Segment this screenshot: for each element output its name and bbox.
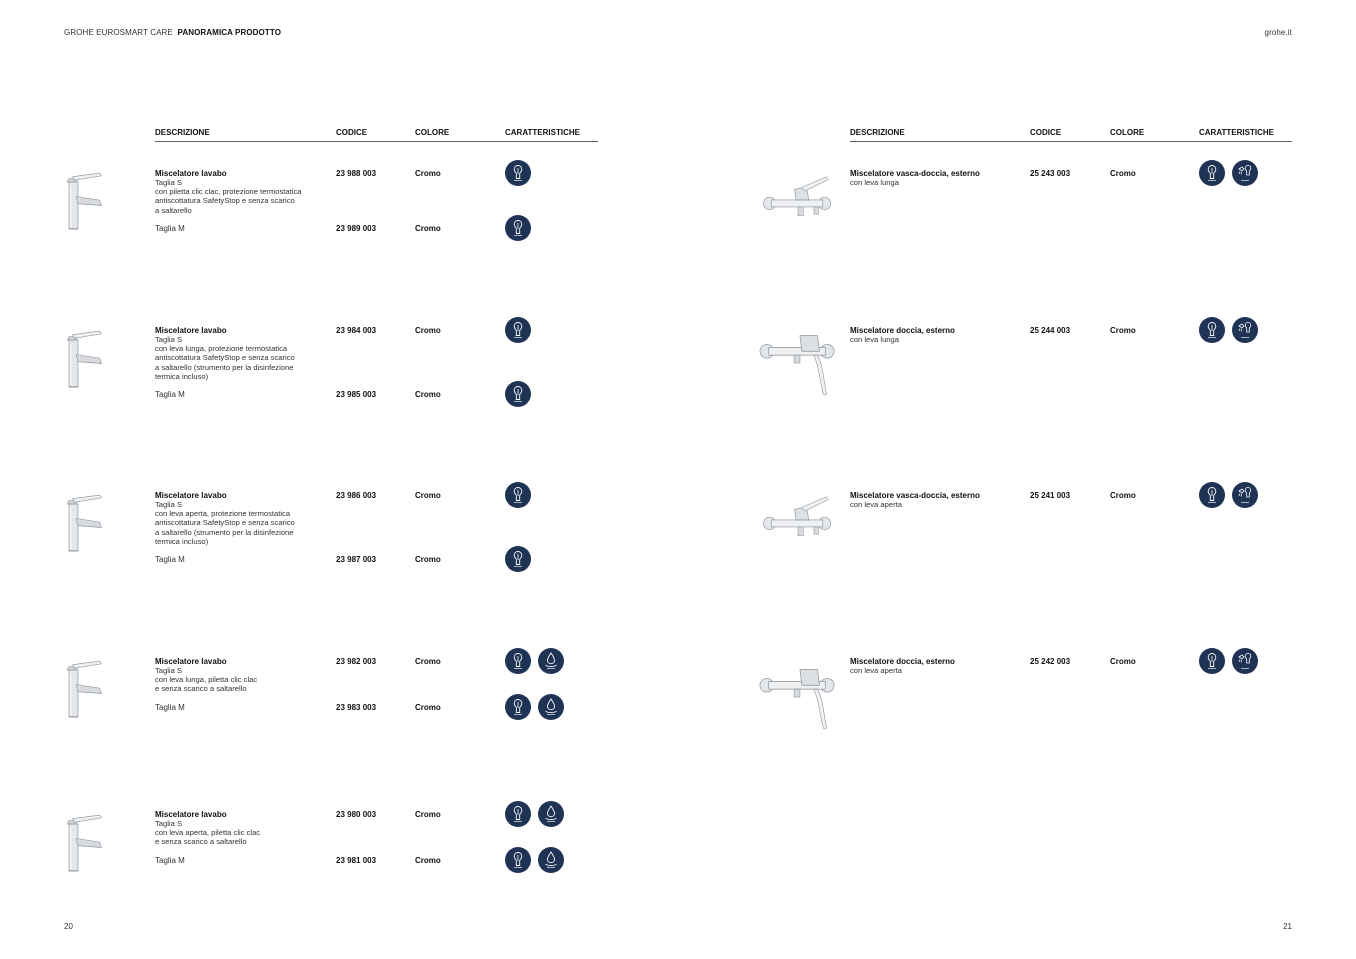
product-name: Miscelatore lavabo (155, 810, 227, 819)
product-code: 23 984 003 (336, 326, 377, 335)
safetystop-icon (1199, 317, 1225, 343)
water-drop-icon (538, 694, 564, 720)
col-description: DESCRIZIONE (850, 128, 905, 137)
shower-mixer-image (758, 656, 838, 734)
product-description: Taglia S con leva lunga, piletta clic clac e senza scarico a saltarello (155, 666, 258, 694)
product-color: Cromo (415, 224, 441, 233)
shower-icon (1232, 160, 1258, 186)
basin-faucet-image (60, 326, 114, 392)
product-description: Taglia S con leva aperta, piletta clic clac e senza scarico a saltarello (155, 819, 261, 847)
col-code: CODICE (1030, 128, 1062, 137)
water-drop-icon (538, 847, 564, 873)
product-code: 25 241 003 (1030, 491, 1071, 500)
col-code: CODICE (336, 128, 368, 137)
product-description: Taglia S con leva aperta, protezione termostatica antiscottatura SafetyStop e senza scarico a saltarello (strumento per la disinfezione termica incluso) (155, 500, 295, 546)
product-code: 23 988 003 (336, 169, 377, 178)
product-code: 23 987 003 (336, 555, 377, 564)
product-color: Cromo (415, 810, 441, 819)
product-code: 25 242 003 (1030, 657, 1071, 666)
safetystop-icon (505, 381, 531, 407)
product-color: Cromo (1110, 326, 1136, 335)
col-features: CARATTERISTICHE (1199, 128, 1274, 137)
size-label: Taglia M (155, 703, 185, 712)
running-header (64, 28, 281, 37)
product-name: Miscelatore lavabo (155, 169, 227, 178)
section-title: PANORAMICA PRODOTTO (177, 28, 282, 37)
water-drop-icon (538, 801, 564, 827)
product-code: 23 986 003 (336, 491, 377, 500)
bath-shower-mixer-image (758, 168, 838, 230)
basin-faucet-image (60, 810, 114, 876)
safetystop-icon (505, 160, 531, 186)
product-color: Cromo (415, 326, 441, 335)
product-color: Cromo (415, 169, 441, 178)
product-code: 23 982 003 (336, 657, 377, 666)
basin-faucet-image (60, 656, 114, 722)
product-name: Miscelatore vasca-doccia, esterno (850, 491, 980, 500)
size-label: Taglia M (155, 224, 185, 233)
product-color: Cromo (415, 491, 441, 500)
safetystop-icon (505, 482, 531, 508)
basin-faucet-image (60, 168, 114, 234)
product-description: con leva aperta (850, 666, 902, 675)
product-color: Cromo (1110, 169, 1136, 178)
product-code: 25 244 003 (1030, 326, 1071, 335)
brand-title: GROHE EUROSMART CARE (64, 28, 173, 37)
header-rule-left (155, 141, 598, 142)
product-color: Cromo (1110, 491, 1136, 500)
water-drop-icon (538, 648, 564, 674)
product-color: Cromo (415, 703, 441, 712)
shower-icon (1232, 482, 1258, 508)
bath-shower-mixer-image (758, 488, 838, 550)
safetystop-icon (1199, 648, 1225, 674)
shower-icon (1232, 317, 1258, 343)
product-name: Miscelatore doccia, esterno (850, 326, 955, 335)
safetystop-icon (505, 694, 531, 720)
shower-icon (1232, 648, 1258, 674)
product-name: Miscelatore vasca-doccia, esterno (850, 169, 980, 178)
product-color: Cromo (415, 390, 441, 399)
size-label: Taglia M (155, 555, 185, 564)
product-code: 23 985 003 (336, 390, 377, 399)
product-description: Taglia S con piletta clic clac, protezione termostatica antiscottatura SafetyStop e senza scarico a saltarello (155, 178, 302, 215)
safetystop-icon (505, 317, 531, 343)
product-color: Cromo (415, 657, 441, 666)
col-color: COLORE (415, 128, 450, 137)
safetystop-icon (1199, 482, 1225, 508)
product-color: Cromo (415, 555, 441, 564)
product-code: 23 983 003 (336, 703, 377, 712)
safetystop-icon (1199, 160, 1225, 186)
col-description: DESCRIZIONE (155, 128, 210, 137)
safetystop-icon (505, 546, 531, 572)
page-number-right: 21 (1283, 922, 1292, 931)
product-code: 23 989 003 (336, 224, 377, 233)
product-name: Miscelatore lavabo (155, 657, 227, 666)
product-color: Cromo (415, 856, 441, 865)
size-label: Taglia M (155, 390, 185, 399)
product-code: 25 243 003 (1030, 169, 1071, 178)
shower-mixer-image (758, 322, 838, 400)
header-rule-right (850, 141, 1292, 142)
col-features: CARATTERISTICHE (505, 128, 580, 137)
product-code: 23 981 003 (336, 856, 377, 865)
product-code: 23 980 003 (336, 810, 377, 819)
product-color: Cromo (1110, 657, 1136, 666)
product-name: Miscelatore doccia, esterno (850, 657, 955, 666)
page-number-left: 20 (64, 922, 73, 931)
basin-faucet-image (60, 490, 114, 556)
site-url[interactable]: grohe.it (1264, 28, 1292, 37)
safetystop-icon (505, 648, 531, 674)
col-color: COLORE (1110, 128, 1145, 137)
product-name: Miscelatore lavabo (155, 326, 227, 335)
safetystop-icon (505, 215, 531, 241)
product-description: con leva lunga (850, 178, 899, 187)
product-description: con leva lunga (850, 335, 899, 344)
safetystop-icon (505, 801, 531, 827)
product-name: Miscelatore lavabo (155, 491, 227, 500)
safetystop-icon (505, 847, 531, 873)
product-description: Taglia S con leva lunga, protezione termostatica antiscottatura SafetyStop e senza scarico a saltarello (strumento per la disinfezione termica incluso) (155, 335, 295, 381)
product-description: con leva aperta (850, 500, 902, 509)
size-label: Taglia M (155, 856, 185, 865)
